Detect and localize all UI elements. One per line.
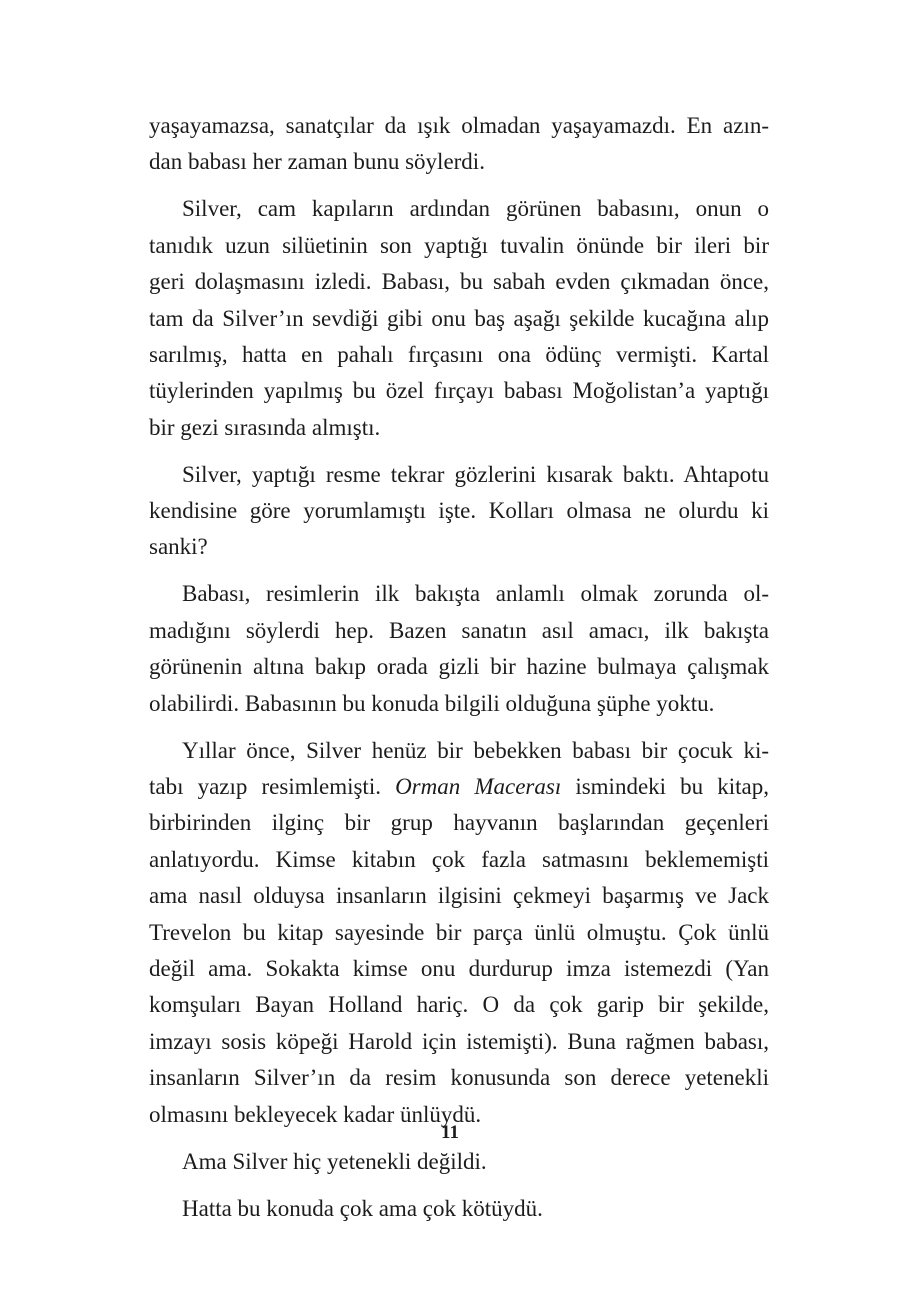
text-line: insanların Silver’ın da resim konusunda son derece yetenekli <box>149 1065 769 1091</box>
text-line: Silver, cam kapıların ardından görünen babasını, onun o <box>182 196 769 222</box>
paragraph <box>149 108 769 181</box>
text-line: sanki? <box>149 534 208 560</box>
text-line: dan babası her zaman bunu söylerdi. <box>149 149 485 175</box>
text-line: imzayı sosis köpeği Harold için istemişti). Buna rağmen babası, <box>149 1028 769 1054</box>
page-number: 11 <box>441 1122 459 1143</box>
text-line: kendisine göre yorumlamıştı işte. Kolları olmasa ne olurdu ki <box>149 498 769 524</box>
text-line: yaşayamazsa, sanatçılar da ışık olmadan yaşayamazdı. En azın- <box>149 113 769 138</box>
text-line: geri dolaşmasını izledi. Babası, bu sabah evden çıkmadan önce, <box>149 269 769 295</box>
text-line: görünenin altına bakıp orada gizli bir hazine bulmaya çalışmak <box>149 654 769 680</box>
text-line: Trevelon bu kitap sayesinde bir parça ünlü olmuştu. Çok ünlü <box>149 919 769 945</box>
paragraph <box>149 1144 769 1180</box>
text-line: Hatta bu konuda çok ama çok kötüydü. <box>182 1195 543 1221</box>
book-title-italic: Orman Macerası <box>395 774 562 800</box>
text-segment: ismindeki bu kitap, <box>561 774 769 800</box>
text-line <box>149 769 769 805</box>
text-line: komşuları Bayan Holland hariç. O da çok garip bir şekilde, <box>149 992 769 1018</box>
text-line: anlatıyordu. Kimse kitabın çok fazla satmasını beklememişti <box>149 846 769 872</box>
text-line: olmasını bekleyecek kadar ünlüydü. <box>149 1101 482 1127</box>
text-line: Silver, yaptığı resme tekrar gözlerini kısarak baktı. Ahtapotu <box>182 461 769 487</box>
text-line: birbirinden ilginç bir grup hayvanın başlarından geçenleri <box>149 810 769 836</box>
paragraph <box>149 457 769 566</box>
text-line: Babası, resimlerin ilk bakışta anlamlı olmak zorunda ol- <box>182 581 769 607</box>
paragraph <box>149 1191 769 1227</box>
paragraph <box>149 191 769 446</box>
paragraph <box>149 576 769 722</box>
text-line: tam da Silver’ın sevdiği gibi onu baş aşağı şekilde kucağına alıp <box>149 305 769 331</box>
text-segment: tabı yazıp resimlemişti. <box>149 774 396 800</box>
paragraph <box>149 733 769 1133</box>
book-page-body <box>149 108 769 1227</box>
text-line: Ama Silver hiç yetenekli değildi. <box>182 1148 487 1174</box>
text-line: tanıdık uzun silüetinin son yaptığı tuvalin önünde bir ileri bir <box>149 232 769 258</box>
text-line: tüylerinden yapılmış bu özel fırçayı babası Moğolistan’a yaptığı <box>149 378 769 404</box>
text-line: ama nasıl olduysa insanların ilgisini çekmeyi başarmış ve Jack <box>149 883 769 909</box>
text-line: olabilirdi. Babasının bu konuda bilgili olduğuna şüphe yoktu. <box>149 690 715 716</box>
text-line: Yıllar önce, Silver henüz bir bebekken babası bir çocuk ki- <box>182 737 769 763</box>
text-line: değil ama. Sokakta kimse onu durdurup imza istemezdi (Yan <box>149 955 769 981</box>
text-line: sarılmış, hatta en pahalı fırçasını ona ödünç vermişti. Kartal <box>149 341 769 367</box>
text-line: madığını söylerdi hep. Bazen sanatın asıl amacı, ilk bakışta <box>149 617 769 643</box>
text-line: bir gezi sırasında almıştı. <box>149 414 381 440</box>
